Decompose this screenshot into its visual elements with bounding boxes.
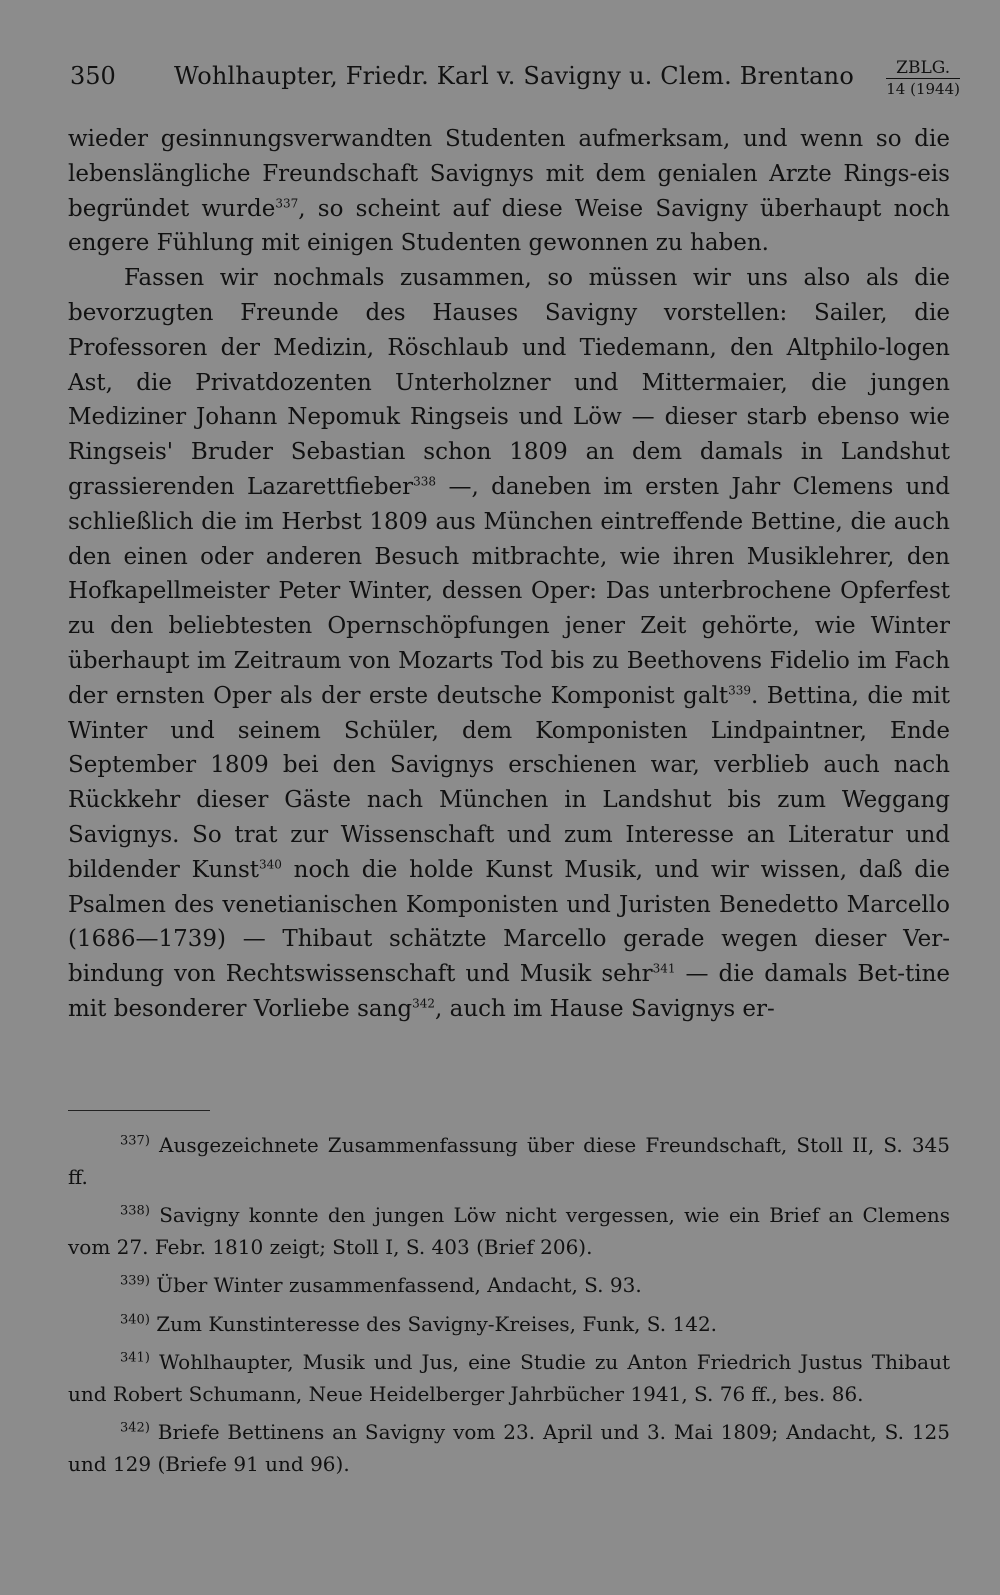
journal-abbreviation: ZBLG. [886,58,960,79]
text-run: wieder gesinnungsverwandten Studenten aufmerksam, und wenn so die lebenslängliche Freundschaft Savignys mit dem genialen Arzte Rings-eis begründet wurde [68,126,950,222]
paragraph-2 [68,261,950,1027]
footnotes [68,1130,950,1487]
footnote-ref: 337 [275,195,299,210]
paragraph-1 [68,122,950,261]
footnote-ref: 340 [259,857,282,872]
footnote-divider [68,1110,210,1111]
footnote-341 [68,1347,950,1410]
footnote-text: Briefe Bettinens an Savigny vom 23. April und 3. Mai 1809; Andacht, S. 125 und 129 (Briefe 91 und 96). [68,1420,951,1476]
text-run: — die damals Bet-tine mit besonderer Vorliebe sang [68,961,950,1022]
text-run: —, daneben im ersten Jahr Clemens und schließlich die im Herbst 1809 aus München eintreffende Bettine, die auch den einen oder anderen Besuch mitbrachte, wie ihren Musiklehrer, den Hofkapellmeister Peter Winter, dessen Oper: Das unterbrochene Opferfest zu den beliebtesten Opernschöpfungen jener Zeit gehörte, wie Winter überhaupt im Zeitraum von Mozarts Tod bis zu Beethovens Fidelio im Fach der ernsten Oper als der erste deutsche Komponist galt [68,473,950,709]
text-run: . Bettina, die mit Winter und seinem Schüler, dem Komponisten Lindpaintner, Ende September 1809 bei den Savignys erschienen war, verblieb auch nach Rückkehr dieser Gäste nach München in Landshut bis zum Weggang Savignys. So trat zur Wissenschaft und zum Interesse an Literatur und bildender Kunst [68,682,950,883]
text-run: Fassen wir nochmals zusammen, so müssen wir uns also als die bevorzugten Freunde des Hauses Savigny vorstellen: Sailer, die Professoren der Medizin, Röschlaub und Tiedemann, den Altphilo-logen Ast, die Privatdozenten Unterholzner und Mittermaier, die jungen Mediziner Johann Nepomuk Ringseis und Löw — dieser starb ebenso wie Ringseis' Bruder Sebastian schon 1809 an dem damals in Landshut grassierenden Lazarettfieber [68,265,950,500]
footnote-337 [68,1130,950,1193]
footnote-number: 342) [120,1420,150,1436]
footnote-ref: 341 [652,961,676,976]
text-run: noch die holde Kunst Musik, und wir wissen, daß die Psalmen des venetianischen Komponisten und Juristen Benedetto Marcello (1686—1739) — Thibaut schätzte Marcello gerade wegen dieser Ver-bindung von Rechtswissenschaft und Musik sehr [68,856,950,988]
footnote-text: Über Winter zusammenfassend, Andacht, S. 93. [156,1273,642,1297]
footnote-ref: 342 [412,996,436,1011]
text-run: , so scheint auf diese Weise Savigny überhaupt noch engere Fühlung mit einigen Studenten gewonnen zu haben. [68,195,950,257]
footnote-number: 338) [120,1203,150,1219]
page-number: 350 [70,62,116,90]
footnote-number: 340) [120,1311,150,1327]
journal-volume: 14 (1944) [886,80,960,98]
footnote-342 [68,1417,950,1480]
journal-mark [886,58,960,99]
page-header [68,58,960,100]
footnote-ref: 339 [728,683,751,698]
footnote-text: Zum Kunstinteresse des Savigny-Kreises, Funk, S. 142. [156,1311,718,1336]
footnote-339 [68,1270,950,1302]
footnote-ref: 338 [413,474,437,489]
text-run: , auch im Hause Savignys er- [435,995,775,1022]
footnote-number: 339) [120,1273,150,1289]
footnote-340 [68,1309,950,1341]
footnote-number: 337) [120,1133,150,1149]
main-text [68,122,950,1027]
footnote-text: Wohlhaupter, Musik und Jus, eine Studie zu Anton Friedrich Justus Thibaut und Robert Schumann, Neue Heidelberger Jahrbücher 1941, S. 76 ff., bes. 86. [68,1350,950,1406]
running-title: Wohlhaupter, Friedr. Karl v. Savigny u. Clem. Brentano [174,62,854,90]
footnote-338 [68,1200,950,1263]
footnote-number: 341) [120,1350,150,1366]
footnote-text: Ausgezeichnete Zusammenfassung über diese Freundschaft, Stoll II, S. 345 ff. [68,1133,950,1189]
footnote-text: Savigny konnte den jungen Löw nicht vergessen, wie ein Brief an Clemens vom 27. Febr. 1810 zeigt; Stoll I, S. 403 (Brief 206). [68,1203,951,1259]
